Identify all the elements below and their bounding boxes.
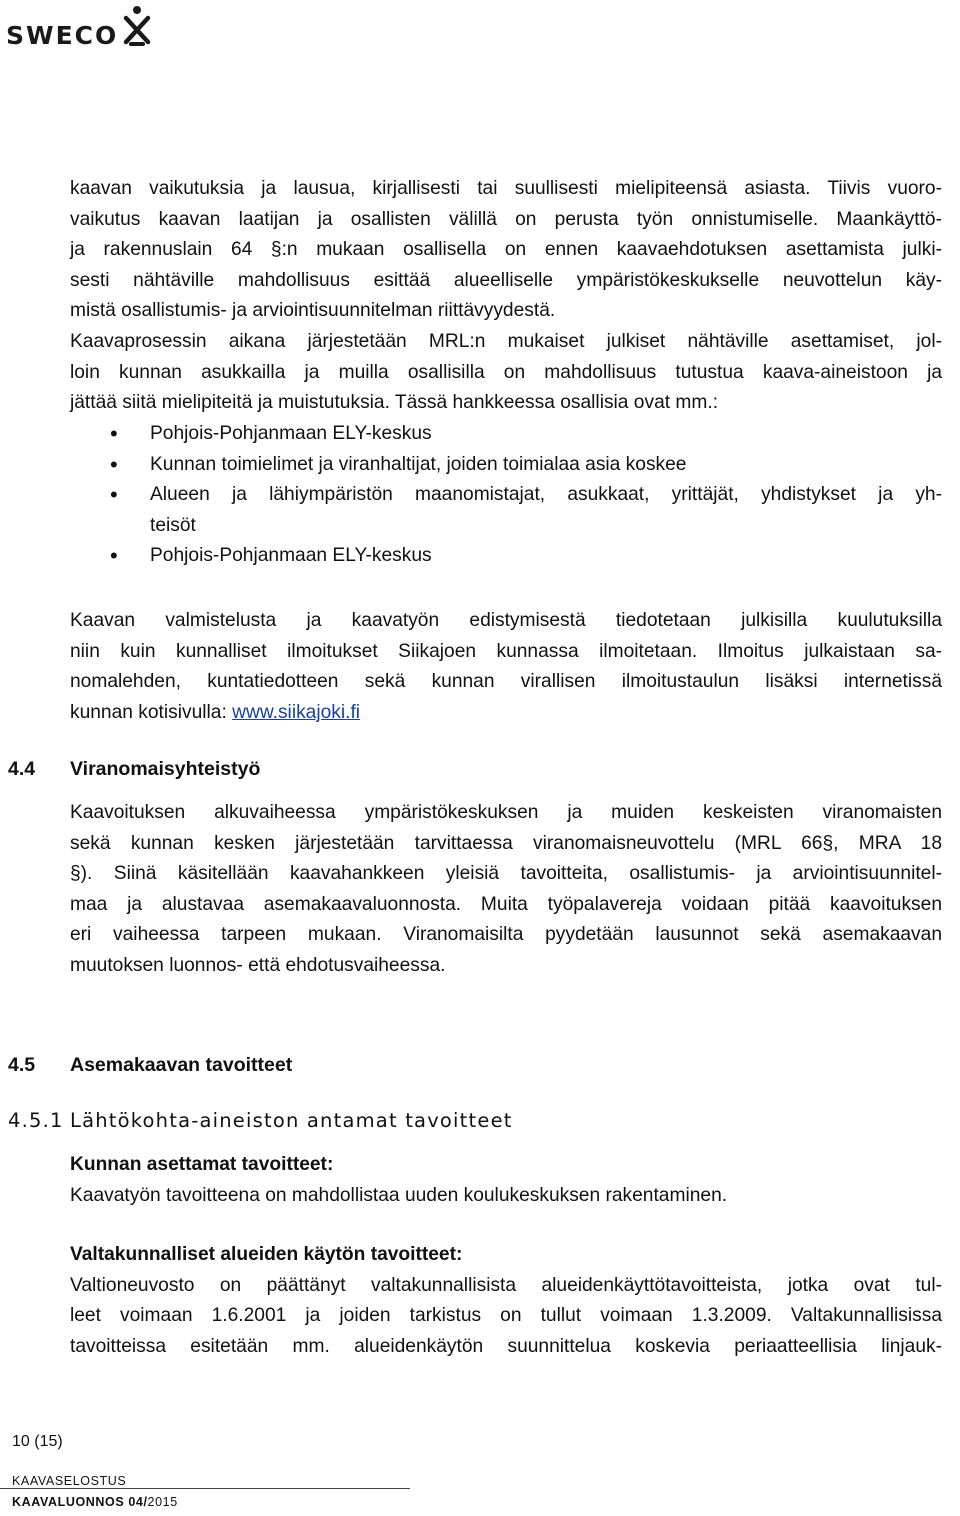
sweco-figure-icon bbox=[120, 4, 154, 48]
tiedottaminen-paragraph bbox=[70, 606, 942, 728]
text-line: Kaavatyön tavoitteena on mahdollistaa uuden koulukeskuksen rakentaminen. bbox=[70, 1184, 728, 1206]
text-line: jättää siitä mielipiteitä ja muistutuksia. Tässä hankkeessa osallisia ovat mm.: bbox=[70, 392, 719, 414]
list-item: • Pohjois-Pohjanmaan ELY-keskus bbox=[150, 541, 942, 572]
section-title: Asemakaavan tavoitteet bbox=[70, 1054, 293, 1076]
text-line: niin kuin kunnalliset ilmoitukset Siikajoen kunnassa ilmoitetaan. Ilmoitus julkaistaan sa- bbox=[70, 640, 942, 662]
text-line: maa ja alustavaa asemakaavaluonnosta. Muita työpalavereja voidaan pitää kaavoituksen bbox=[70, 893, 942, 915]
text-line: leet voimaan 1.6.2001 ja joiden tarkistus on tullut voimaan 1.3.2009. Valtakunnallisissa bbox=[70, 1305, 942, 1327]
logo-text: SWECO bbox=[6, 21, 119, 50]
section-heading-4-5-1 bbox=[8, 1106, 513, 1136]
section-number: 4.5.1 bbox=[8, 1109, 64, 1132]
text-line: Kaavoituksen alkuvaiheessa ympäristökeskuksen ja muiden keskeisten viranomaisten bbox=[70, 802, 942, 823]
text-line: kaavan vaikutuksia ja lausua, kirjallisesti tai suullisesti mielipiteensä asiasta. Tiivis vuoro- bbox=[70, 178, 942, 199]
text-line: mistä osallistumis- ja arviointisuunnitelman riittävyydestä. bbox=[70, 300, 556, 322]
text-line: sesti nähtäville mahdollisuus esittää alueelliselle ympäristökeskukselle neuvottelun käy- bbox=[70, 269, 942, 291]
text-line: eri vaiheessa tarpeen mukaan. Viranomaisilta pyydetään lausunnot sekä asemakaavan bbox=[70, 924, 942, 946]
list-item: • Alueen ja lähiympäristön maanomistajat, asukkaat, yrittäjät, yhdistykset ja yh- bbox=[150, 480, 942, 511]
section-title: Viranomaisyhteistyö bbox=[70, 758, 261, 780]
section-number: 4.5 bbox=[8, 1054, 36, 1076]
footer-doc-type: KAAVASELOSTUS bbox=[12, 1474, 127, 1488]
footer-doc-version: KAAVALUONNOS 04/2015 bbox=[12, 1495, 178, 1509]
section-title: Lähtökohta-aineiston antamat tavoitteet bbox=[70, 1109, 513, 1132]
valtakunnalliset-tavoitteet bbox=[70, 1240, 942, 1362]
text-line: tavoitteissa esitetään mm. alueidenkäytön suunnittelua koskevia periaatteellisia linjauk- bbox=[70, 1335, 942, 1357]
section-number: 4.4 bbox=[8, 758, 36, 780]
section-heading-4-4 bbox=[8, 754, 260, 784]
text-line: ja rakennuslain 64 §:n mukaan osallisella on ennen kaavaehdotuksen asettamista julki- bbox=[70, 239, 942, 261]
text-line: vaikutus kaavan laatijan ja osallisten välillä on perusta työn onnistumiselle. Maankäyttö- bbox=[70, 208, 942, 230]
text-line: muutoksen luonnos- että ehdotusvaiheessa. bbox=[70, 954, 446, 976]
text-line: Valtioneuvosto on päättänyt valtakunnallisista alueidenkäyttötavoitteista, jotka ovat tul- bbox=[70, 1274, 942, 1296]
text-line bbox=[70, 698, 942, 729]
kunnan-tavoitteet bbox=[70, 1150, 942, 1211]
page-number: 10 (15) bbox=[12, 1433, 63, 1450]
section-heading-4-5 bbox=[8, 1050, 292, 1080]
subsection-heading: Kunnan asettamat tavoitteet: bbox=[70, 1154, 334, 1175]
list-item: • Pohjois-Pohjanmaan ELY-keskus bbox=[150, 419, 942, 450]
viranomaisyhteistyo-paragraph bbox=[70, 798, 942, 982]
subsection-heading: Valtakunnalliset alueiden käytön tavoitteet: bbox=[70, 1244, 463, 1265]
text-fragment: kunnan kotisivulla: bbox=[70, 701, 233, 723]
text-line: Kaavan valmistelusta ja kaavatyön edistymisestä tiedotetaan julkisilla kuulutuksilla bbox=[70, 610, 942, 631]
list-item: • Kunnan toimielimet ja viranhaltijat, joiden toimialaa asia koskee bbox=[150, 450, 942, 481]
siikajoki-link[interactable]: www.siikajoki.fi bbox=[232, 701, 361, 723]
osallistuminen-paragraph bbox=[70, 174, 942, 419]
text-line: nomalehden, kuntatiedotteen sekä kunnan virallisen ilmoitustaulun lisäksi internetissä bbox=[70, 671, 942, 693]
text-line: loin kunnan asukkailla ja muilla osallisilla on mahdollisuus tutustua kaava-aineistoon ja bbox=[70, 361, 942, 383]
list-item-continuation: teisöt bbox=[150, 514, 196, 536]
text-line: Kaavaprosessin aikana järjestetään MRL:n mukaiset julkiset nähtäville asettamiset, jol- bbox=[70, 330, 942, 352]
text-line: sekä kunnan kesken järjestetään tarvittaessa viranomaisneuvottelu (MRL 66§, MRA 18 bbox=[70, 832, 942, 854]
text-line: §). Siinä käsitellään kaavahankkeen yleisiä tavoitteita, osallistumis- ja arviointisuunnitel- bbox=[70, 863, 942, 885]
footer-divider bbox=[0, 1488, 410, 1489]
osalliset-list bbox=[150, 419, 942, 572]
sweco-logo bbox=[6, 4, 154, 48]
